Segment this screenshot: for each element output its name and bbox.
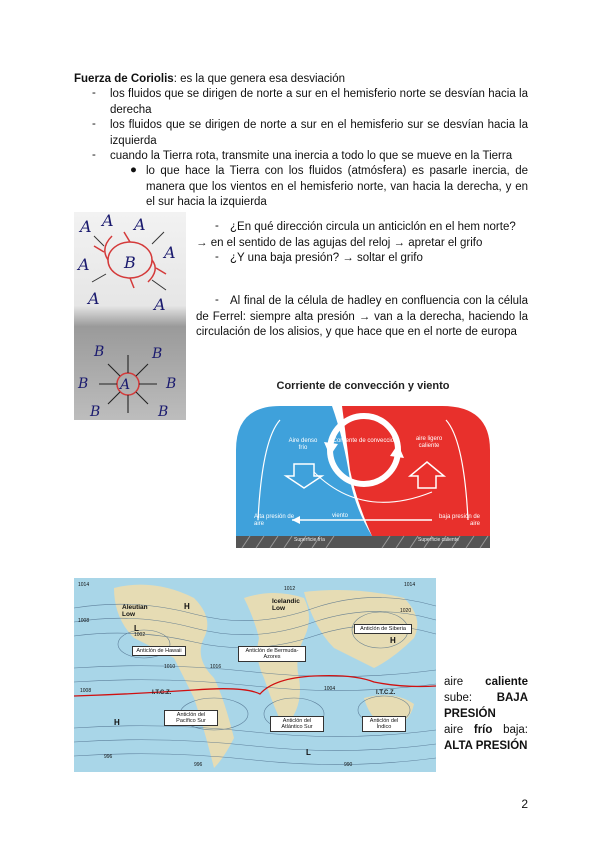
- isobar-label: 1014: [404, 582, 416, 588]
- side-note-line: [444, 690, 528, 706]
- isobar-label: 996: [104, 754, 113, 760]
- sketch-a: A: [134, 215, 146, 234]
- right-pressure-label: baja presión de aire: [438, 514, 480, 527]
- surface-cold-label: Superficie fría: [294, 537, 325, 543]
- azores-label: Anticlón de Bermuda-Azores: [238, 646, 306, 662]
- isobar-label: 990: [344, 762, 353, 768]
- map-h-marker: H: [390, 636, 396, 645]
- bullet-2: los fluidos que se dirigen de norte a sur en el hemisferio sur se desvían hacia la izquierda: [110, 119, 528, 147]
- bullet-1: los fluidos que se dirigen de norte a sur en el hemisferio norte se desvían hacia la derecha: [110, 88, 528, 116]
- side-note-line: PRESIÓN: [444, 708, 496, 720]
- side-note-word: sube:: [444, 692, 473, 704]
- sketch-b: B: [124, 253, 136, 272]
- side-note-line: [444, 722, 528, 738]
- side-note-line: ALTA PRESIÓN: [444, 740, 528, 752]
- intro-rest: : es la que genera esa desviación: [173, 73, 346, 85]
- pacific-label: Anticlón del Pacífico Sur: [164, 710, 218, 726]
- sketch-b: B: [90, 404, 101, 420]
- isobar-label: 1008: [78, 618, 90, 624]
- sketch-b: B: [78, 376, 89, 392]
- map-h-marker: H: [114, 718, 120, 727]
- dash-marker: -: [215, 220, 219, 232]
- itcz-label-left: I.T.C.Z.: [152, 690, 172, 696]
- map-l-marker: L: [134, 624, 139, 633]
- warm-air-label: aire ligero caliente: [415, 436, 443, 449]
- convection-title: Corriente de convección y viento: [276, 380, 450, 392]
- dash-marker: -: [92, 149, 96, 161]
- isobar-label: 1014: [78, 582, 90, 588]
- sketch-a: A: [154, 295, 166, 314]
- side-note-word: frío: [473, 724, 493, 736]
- side-note: [444, 674, 528, 754]
- side-note-word: aire: [444, 724, 464, 736]
- side-note-word: baja:: [503, 724, 528, 736]
- map-l-marker: L: [306, 748, 311, 757]
- anticyclone-cyclone-sketch: [74, 212, 186, 420]
- isobar-label: 1012: [284, 586, 296, 592]
- intro-line: [74, 72, 534, 88]
- sketch-a: A: [102, 212, 114, 230]
- wind-label: viento: [332, 513, 349, 519]
- surface-warm-label: Superficie caliente: [418, 537, 459, 543]
- aleutian-label: Aleutian Low: [122, 604, 148, 618]
- left-pressure-label: Alta presión de aire: [254, 514, 295, 527]
- side-note-line: [444, 674, 528, 690]
- isobar-label: 1004: [324, 686, 336, 692]
- sketch-a: A: [120, 377, 131, 393]
- sketch-a: A: [88, 289, 100, 308]
- side-note-word: aire: [444, 676, 464, 688]
- hawaii-label: Anticlón de Hawaii: [132, 646, 186, 656]
- circle-bullet-marker: ●: [130, 164, 137, 176]
- qa-low-pressure: ¿Y una baja presión? → soltar el grifo: [230, 252, 423, 264]
- convection-diagram: [232, 380, 494, 550]
- sketch-b: B: [158, 404, 169, 420]
- isobar-label: 1020: [400, 608, 412, 614]
- sub-bullet: lo que hace la Tierra con los fluidos (atmósfera) es pasarle inercia, de manera que los vientos en el hemisferio norte, van hacia la derecha, y en el sur hacia la izquierda: [146, 165, 528, 208]
- sketch-b: B: [94, 344, 105, 360]
- isobar-label: 1016: [210, 664, 222, 670]
- siberia-label: Anticlón de Siberia: [354, 624, 412, 634]
- sketch-b: B: [152, 346, 163, 362]
- itcz-label-right: I.T.C.Z.: [376, 690, 396, 696]
- sketch-a: A: [78, 255, 90, 274]
- sketch-a: A: [80, 217, 92, 236]
- dash-marker: -: [92, 87, 96, 99]
- dash-marker: -: [215, 251, 219, 263]
- pressure-map: [74, 578, 436, 772]
- qa-hadley: Al final de la célula de hadley en confluencia con la célula de Ferrel: siempre alta presión → van a la derecha, haciendo la circulación de los alisios, y que hace que en el norte de europa: [196, 295, 528, 338]
- page-number: 2: [521, 797, 528, 811]
- isobar-label: 996: [194, 762, 203, 768]
- cold-air-label: Aire denso frío: [288, 438, 318, 451]
- map-h-marker: H: [184, 602, 190, 611]
- isobar-label: 1010: [164, 664, 176, 670]
- dash-marker: -: [92, 118, 96, 130]
- atlantic-label: Anticlón del Atlántico Sur: [270, 716, 324, 732]
- isobar-label: 1002: [134, 632, 146, 638]
- bullet-3: cuando la Tierra rota, transmite una inercia a todo lo que se mueve en la Tierra: [110, 150, 513, 162]
- side-note-word: caliente: [485, 676, 528, 688]
- coriolis-term: Fuerza de Coriolis: [74, 73, 174, 85]
- convection-current-label: Corriente de convección: [332, 438, 398, 444]
- dash-marker: -: [215, 294, 219, 306]
- icelandic-label: Icelandic Low: [272, 598, 300, 612]
- side-note-word: BAJA: [496, 692, 528, 704]
- sketch-b: B: [166, 376, 177, 392]
- isobar-label: 1008: [80, 688, 92, 694]
- sketch-a: A: [164, 243, 176, 262]
- sketch-photo: [74, 212, 186, 420]
- indian-label: Anticlón del Índico: [362, 716, 406, 732]
- qa-anticyclone: ¿En qué dirección circula un anticiclón en el hem norte? → en el sentido de las agujas del reloj → apretar el grifo: [196, 221, 516, 249]
